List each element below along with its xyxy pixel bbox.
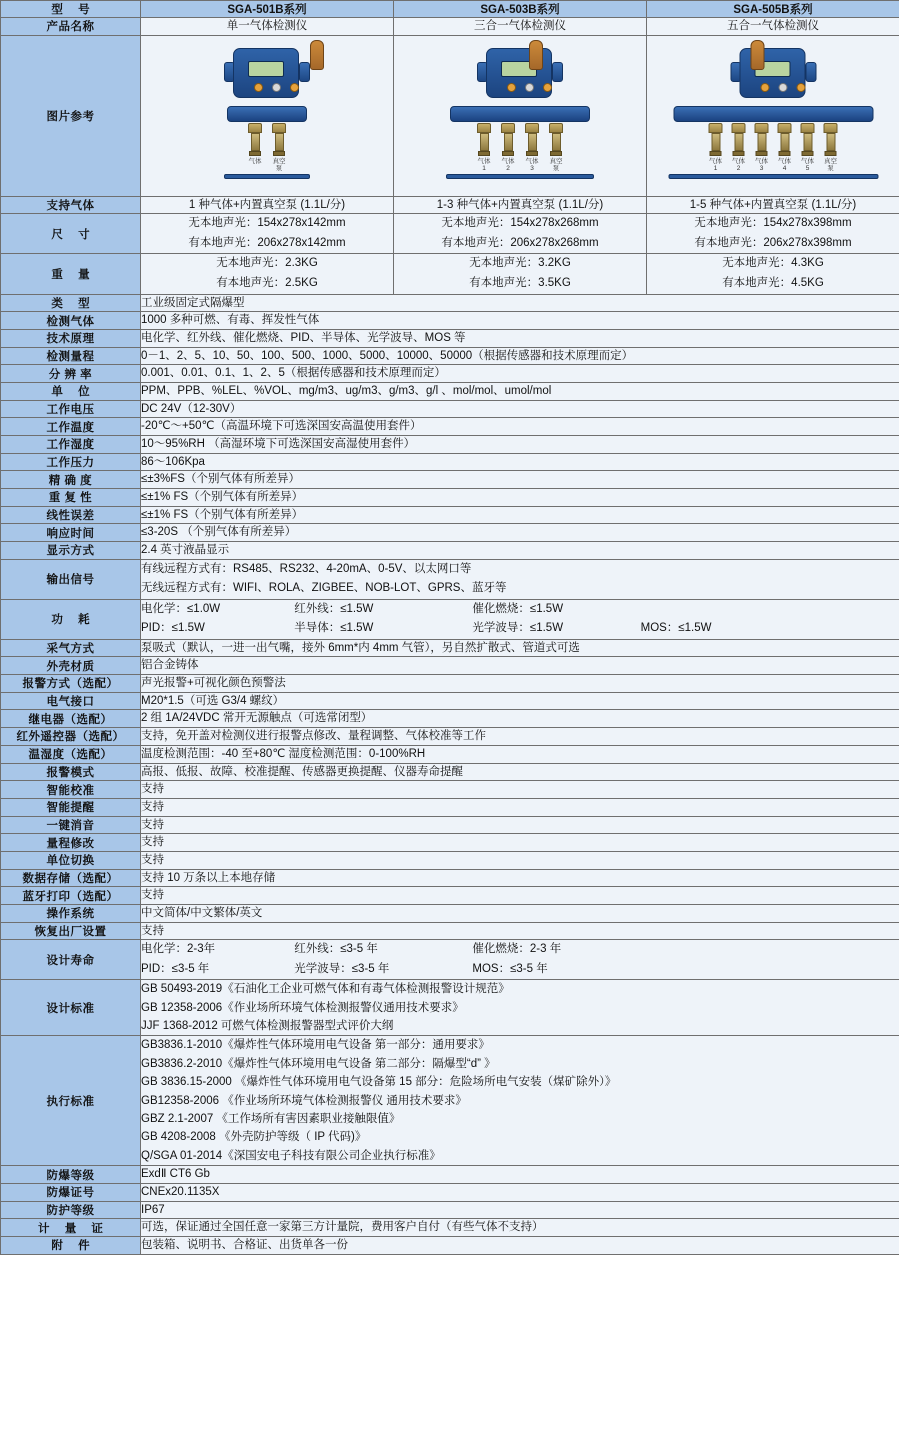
port-label-gas-1: 气体1 [709,157,722,173]
shell-value: 铝合金铸体 [141,657,899,675]
knob-icon [290,83,299,92]
table-row-power [1,599,899,639]
port-label-gas: 气体 [248,157,262,165]
weight-1 [141,254,394,294]
accuracy-value: ≤±3%FS（个别气体有所差异） [141,471,899,489]
row-label-size: 尺 寸 [1,214,141,254]
row-label-alarm-modes: 报警模式 [1,763,141,781]
table-row-exec-standard [1,1036,899,1166]
table-row-bt-print-opt [1,887,899,905]
power-item: 半导体：≤1.5W [294,622,374,635]
row-label-sampling: 采气方式 [1,639,141,657]
table-row-size [1,214,899,254]
table-row-metrology-cert [1,1219,899,1237]
table-row-smart-calib [1,781,899,799]
port-label-gas-2: 气体2 [732,157,745,173]
row-label-linear-error: 线性误差 [1,506,141,524]
row-label-image-ref: 图片参考 [1,35,141,196]
port-label-vacuum: 真空泵 [549,157,563,173]
device-image-3 [647,35,899,196]
exec-standard-line: GBZ 2.1-2007 《工作场所有害因素职业接触限值》 [141,1113,401,1126]
table-row-shell [1,657,899,675]
row-label-factory-reset: 恢复出厂设置 [1,922,141,940]
range-modify-value: 支持 [141,834,899,852]
accessories-value: 包装箱、说明书、合格证、出货单各一份 [141,1236,899,1254]
port-icon [801,123,815,156]
row-label-repeatability: 重 复 性 [1,488,141,506]
output-line-1: 有线远程方式有：RS485、RS232、4-20mA、0-5V、以太网口等 [141,562,472,575]
electric-interface-value: M20*1.5（可选 G3/4 螺纹） [141,692,899,710]
product-name-2: 三合一气体检测仪 [394,18,647,36]
row-label-work-pressure: 工作压力 [1,453,141,471]
exec-standard-line: GB 4208-2008 《外壳防护等级（ IP 代码)》 [141,1131,367,1144]
row-label-response-time: 响应时间 [1,524,141,542]
table-row-range [1,347,899,365]
table-row-alarm-mode-opt [1,675,899,693]
row-label-work-voltage: 工作电压 [1,400,141,418]
row-label-ex-cert: 防爆证号 [1,1183,141,1201]
product-name-1: 单一气体检测仪 [141,18,394,36]
base-icon [446,174,594,179]
port-group [207,123,327,156]
port-label-gas-1: 气体1 [477,157,491,173]
row-label-power: 功 耗 [1,599,141,639]
port-group [435,123,605,156]
support-gas-3: 1-5 种气体+内置真空泵 (1.1L/分) [647,196,899,214]
repeatability-value: ≤±1% FS（个别气体有所差异） [141,488,899,506]
knob-icon [543,83,552,92]
alarm-mode-opt-value: 声光报警+可视化颜色预警法 [141,675,899,693]
base-icon [668,174,878,179]
knob-icon [778,83,787,92]
work-voltage-value: DC 24V（12-30V） [141,400,899,418]
row-label-accessories: 附 件 [1,1236,141,1254]
temp-humi-opt-value: 温度检测范围：-40 至+80℃ 湿度检测范围：0-100%RH [141,745,899,763]
table-row-type [1,294,899,312]
port-icon [755,123,769,156]
row-label-electric-interface: 电气接口 [1,692,141,710]
table-row-resolution [1,365,899,383]
port-labels [207,158,327,173]
row-label-ip-grade: 防护等级 [1,1201,141,1219]
power-item: 红外线：≤1.5W [294,602,374,615]
row-label-tech-principle: 技术原理 [1,329,141,347]
port-icon [778,123,792,156]
size-2-line-2: 有本地声光：206x278x268mm [441,236,599,249]
type-value: 工业级固定式隔爆型 [141,294,899,312]
row-label-range: 检测量程 [1,347,141,365]
power-item: 催化燃烧：≤1.5W [472,602,564,615]
model-col-2: SGA-503B系列 [394,1,647,18]
row-label-metrology-cert: 计 量 证 [1,1219,141,1237]
weight-3 [647,254,899,294]
table-row-accuracy [1,471,899,489]
support-gas-2: 1-3 种气体+内置真空泵 (1.1L/分) [394,196,647,214]
row-label-os: 操作系统 [1,904,141,922]
exec-standard-line: GB12358-2006 《作业场所环境气体检测报警仪 通用技术要求》 [141,1094,467,1107]
row-label-product-name: 产品名称 [1,18,141,36]
port-label-gas-4: 气体4 [778,157,791,173]
weight-1-line-2: 有本地声光：2.5KG [216,276,318,289]
port-icon [824,123,838,156]
port-icon [732,123,746,156]
bt-print-opt-value: 支持 [141,887,899,905]
weight-2 [394,254,647,294]
table-row-range-modify [1,834,899,852]
model-col-3: SGA-505B系列 [647,1,899,18]
device-image-2 [394,35,647,196]
exec-standard-line: Q/SGA 01-2014《深国安电子科技有限公司企业执行标准》 [141,1149,441,1162]
port-icon [248,123,262,156]
table-row-ex-grade [1,1166,899,1184]
design-standard-line: GB 50493-2019《石油化工企业可燃气体和有毒气体检测报警设计规范》 [141,983,510,996]
ex-grade-value: ExdⅡ CT6 Gb [141,1166,899,1184]
port-icon [501,123,515,156]
table-row-os [1,904,899,922]
detector-housing-icon [739,48,805,98]
power-item: 光学波导：≤1.5W [472,622,564,635]
power-item: PID：≤1.5W [141,622,205,635]
alarm-beacon-icon [750,40,764,70]
design-life-line-2 [141,960,899,980]
table-row-ir-remote-opt [1,728,899,746]
detect-gas-value: 1000 多种可燃、有毒、挥发性气体 [141,312,899,330]
row-label-exec-standard: 执行标准 [1,1036,141,1166]
table-row-ip-grade [1,1201,899,1219]
table-row-display [1,541,899,559]
unit-value: PPM、PPB、%LEL、%VOL、mg/m3、ug/m3、g/m3、g/l 、mol/mol、umol/mol [141,382,899,400]
size-2 [394,214,647,254]
os-value: 中文简体/中文繁体/英文 [141,904,899,922]
row-label-detect-gas: 检测气体 [1,312,141,330]
table-row-output [1,559,899,599]
port-label-gas-5: 气体5 [801,157,814,173]
detector-housing-icon [233,48,299,98]
row-label-design-standard: 设计标准 [1,980,141,1036]
metrology-cert-value: 可选，保证通过全国任意一家第三方计量院，费用客户自付（有些气体不支持） [141,1219,899,1237]
linear-error-value: ≤±1% FS（个别气体有所差异） [141,506,899,524]
knob-icon [507,83,516,92]
response-time-value: ≤3-20S （个别气体有所差异） [141,524,899,542]
table-row-design-life [1,940,899,980]
row-label-unit: 单 位 [1,382,141,400]
alarm-beacon-icon [310,40,324,70]
power-line-2 [141,619,899,639]
table-row-data-store-opt [1,869,899,887]
weight-3-line-2: 有本地声光：4.5KG [722,276,824,289]
table-row-ex-cert [1,1183,899,1201]
work-pressure-value: 86～106Kpa [141,453,899,471]
row-label-model: 型 号 [1,1,141,18]
table-row-tech-principle [1,329,899,347]
row-label-resolution: 分 辨 率 [1,365,141,383]
table-row-repeatability [1,488,899,506]
knob-icon [254,83,263,92]
base-icon [224,174,310,179]
row-label-shell: 外壳材质 [1,657,141,675]
design-life-item: 电化学：2-3年 [141,943,216,956]
display-value: 2.4 英寸液晶显示 [141,541,899,559]
design-life-item: 红外线：≤3-5 年 [294,943,378,956]
row-label-unit-switch: 单位切换 [1,851,141,869]
table-row-one-key-mute [1,816,899,834]
size-3-line-2: 有本地声光：206x278x398mm [694,236,852,249]
mount-ear-right-icon [299,62,310,82]
table-row-response-time [1,524,899,542]
table-row-design-standard [1,980,899,1036]
design-life-item: MOS：≤3-5 年 [472,962,548,975]
table-row-support-gas [1,196,899,214]
knob-icon [525,83,534,92]
one-key-mute-value: 支持 [141,816,899,834]
manifold-icon [450,106,590,122]
table-row-factory-reset [1,922,899,940]
row-label-accuracy: 精 确 度 [1,471,141,489]
product-name-3: 五合一气体检测仪 [647,18,899,36]
table-row-model [1,1,899,18]
table-row-product-name [1,18,899,36]
power-item: MOS：≤1.5W [640,622,712,635]
power-value [141,599,899,639]
table-row-detect-gas [1,312,899,330]
design-life-item: 催化燃烧：2-3 年 [472,943,562,956]
weight-2-line-2: 有本地声光：3.5KG [469,276,571,289]
exec-standard-line: GB3836.2-2010《爆炸性气体环境用电气设备 第二部分：隔爆型“d” 》 [141,1057,496,1070]
resolution-value: 0.001、0.01、0.1、1、2、5（根据传感器和技术原理而定） [141,365,899,383]
power-line-1 [141,600,899,620]
table-row-accessories [1,1236,899,1254]
table-row-work-pressure [1,453,899,471]
size-2-line-1: 无本地声光：154x278x268mm [441,217,599,230]
design-standard-value [141,980,899,1036]
port-label-gas-3: 气体3 [755,157,768,173]
port-icon [525,123,539,156]
support-gas-1: 1 种气体+内置真空泵 (1.1L/分) [141,196,394,214]
port-label-gas-3: 气体3 [525,157,539,173]
output-line-2: 无线远程方式有：WIFI、ROLA、ZIGBEE、NOB-LOT、GPRS、蓝牙等 [141,582,507,595]
table-row-sampling [1,639,899,657]
device-image-1 [141,35,394,196]
row-label-relay-opt: 继电器（选配） [1,710,141,728]
port-label-vacuum: 真空泵 [272,157,286,173]
port-icon [477,123,491,156]
port-icon [709,123,723,156]
design-standard-line: GB 12358-2006《作业场所环境气体检测报警仪通用技术要求》 [141,1001,464,1014]
manifold-icon [673,106,873,122]
table-row-unit-switch [1,851,899,869]
weight-1-line-1: 无本地声光：2.3KG [216,257,318,270]
smart-remind-value: 支持 [141,798,899,816]
unit-switch-value: 支持 [141,851,899,869]
sampling-value: 泵吸式（默认，一进一出气嘴，接外 6mm*内 4mm 气管），另自然扩散式、管道式可选 [141,639,899,657]
table-row-linear-error [1,506,899,524]
port-icon [272,123,286,156]
exec-standard-line: GB 3836.15-2000 《爆炸性气体环境用电气设备第 15 部分：危险场所电气安装（煤矿除外）》 [141,1076,617,1089]
knob-icon [272,83,281,92]
weight-2-line-1: 无本地声光：3.2KG [469,257,571,270]
knob-icon [796,83,805,92]
factory-reset-value: 支持 [141,922,899,940]
size-3 [647,214,899,254]
weight-3-line-1: 无本地声光：4.3KG [722,257,824,270]
size-1-line-2: 有本地声光：206x278x142mm [188,236,346,249]
table-row-relay-opt [1,710,899,728]
row-label-range-modify: 量程修改 [1,834,141,852]
table-row-alarm-modes [1,763,899,781]
table-row-work-voltage [1,400,899,418]
exec-standard-value [141,1036,899,1166]
power-item: 电化学：≤1.0W [141,602,221,615]
port-label-vacuum: 真空泵 [824,157,837,173]
port-label-gas-2: 气体2 [501,157,515,173]
table-row-work-temp [1,418,899,436]
design-life-item: 光学波导：≤3-5 年 [294,962,390,975]
row-label-ex-grade: 防爆等级 [1,1166,141,1184]
table-row-smart-remind [1,798,899,816]
row-label-alarm-mode-opt: 报警方式（选配） [1,675,141,693]
port-labels [435,158,605,173]
table-row-temp-humi-opt [1,745,899,763]
work-temp-value: -20℃～+50℃（高温环境下可选深国安高温使用套件） [141,418,899,436]
row-label-display: 显示方式 [1,541,141,559]
exec-standard-line: GB3836.1-2010《爆炸性气体环境用电气设备 第一部分：通用要求》 [141,1039,490,1052]
design-life-item: PID：≤3-5 年 [141,962,210,975]
alarm-modes-value: 高报、低报、故障、校准提醒、传感器更换提醒、仪器寿命提醒 [141,763,899,781]
row-label-smart-remind: 智能提醒 [1,798,141,816]
size-1 [141,214,394,254]
row-label-smart-calib: 智能校准 [1,781,141,799]
alarm-beacon-icon [529,40,543,70]
work-humidity-value: 10～95%RH （高湿环境下可选深国安高湿使用套件） [141,435,899,453]
design-life-value [141,940,899,980]
row-label-data-store-opt: 数据存储（选配） [1,869,141,887]
design-standard-line: JJF 1368-2012 可燃气体检测报警器型式评价大纲 [141,1020,394,1033]
table-row-unit [1,382,899,400]
output-value [141,559,899,599]
port-labels [661,158,886,173]
row-label-bt-print-opt: 蓝牙打印（选配） [1,887,141,905]
row-label-temp-humi-opt: 温湿度（选配） [1,745,141,763]
relay-opt-value: 2 组 1A/24VDC 常开无源触点（可选常闭型） [141,710,899,728]
row-label-ir-remote-opt: 红外遥控器（选配） [1,728,141,746]
port-group [661,123,886,156]
lcd-screen-icon [248,61,284,77]
row-label-output: 输出信号 [1,559,141,599]
row-label-type: 类 型 [1,294,141,312]
row-label-work-humidity: 工作湿度 [1,435,141,453]
table-row-electric-interface [1,692,899,710]
row-label-weight: 重 量 [1,254,141,294]
mount-ear-right-icon [805,62,816,82]
table-row-image-ref [1,35,899,196]
design-life-line-1 [141,940,899,960]
knob-icon [760,83,769,92]
table-row-weight [1,254,899,294]
mount-ear-right-icon [552,62,563,82]
ex-cert-value: CNEx20.1135X [141,1183,899,1201]
row-label-one-key-mute: 一键消音 [1,816,141,834]
range-value: 0－1、2、5、10、50、100、500、1000、5000、10000、50000（根据传感器和技术原理而定） [141,347,899,365]
row-label-work-temp: 工作温度 [1,418,141,436]
size-3-line-1: 无本地声光：154x278x398mm [694,217,852,230]
data-store-opt-value: 支持 10 万条以上本地存储 [141,869,899,887]
port-icon [549,123,563,156]
model-col-1: SGA-501B系列 [141,1,394,18]
ip-grade-value: IP67 [141,1201,899,1219]
ir-remote-opt-value: 支持，免开盖对检测仪进行报警点修改、量程调整、气体校准等工作 [141,728,899,746]
table-row-work-humidity [1,435,899,453]
row-label-design-life: 设计寿命 [1,940,141,980]
manifold-icon [227,106,307,122]
smart-calib-value: 支持 [141,781,899,799]
row-label-support-gas: 支持气体 [1,196,141,214]
tech-principle-value: 电化学、红外线、催化燃烧、PID、半导体、光学波导、MOS 等 [141,329,899,347]
size-1-line-1: 无本地声光：154x278x142mm [188,217,346,230]
